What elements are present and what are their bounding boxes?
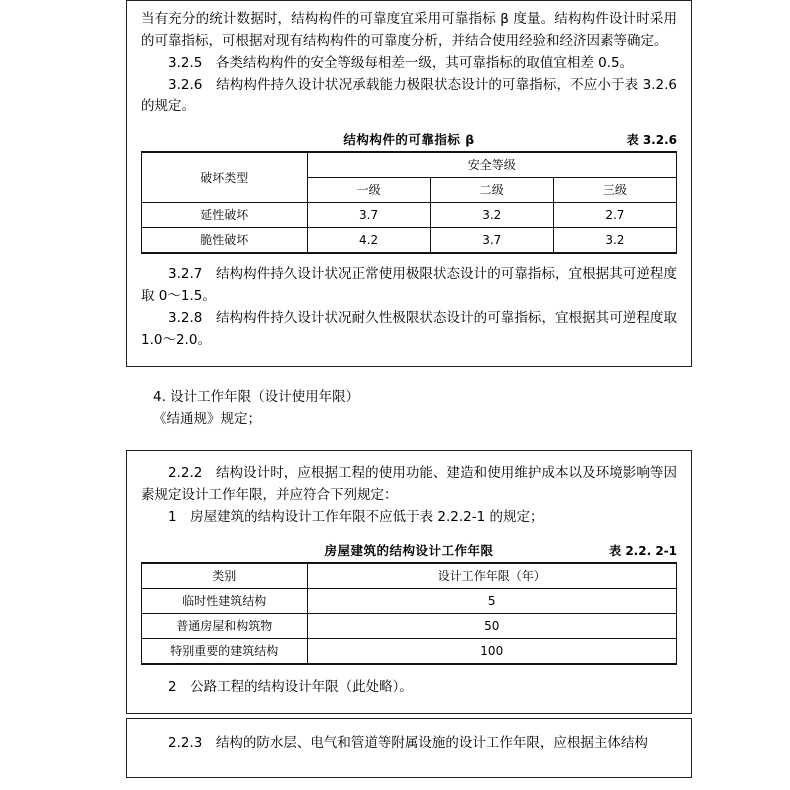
table-3-2-6-header (141, 130, 677, 148)
header-safety-grade: 安全等级 (307, 152, 677, 178)
heading-line-1: 4. 设计工作年限（设计使用年限） (153, 388, 360, 405)
code-excerpt-box-3 (126, 718, 692, 778)
document-page-2 (66, 718, 724, 778)
table-row (142, 614, 677, 639)
table-design-working-life (141, 562, 677, 665)
paragraph-3-2-7: 3.2.7 结构构件持久设计状况正常使用极限状态设计的可靠指标，宜根据其可逆程度取 0～1.5。 (141, 266, 677, 305)
table-row (142, 563, 677, 589)
paragraph-2-2-2-item-1: 1 房屋建筑的结构设计工作年限不应低于表 2.2.2-1 的规定； (168, 509, 544, 526)
cell-value: 3.2 (553, 228, 676, 254)
cell-category: 特别重要的建筑结构 (142, 639, 308, 665)
heading-line-2: 《结通规》规定； (153, 410, 261, 427)
page-bottom-mask (0, 782, 790, 790)
code-excerpt-box-1 (126, 0, 692, 367)
code-excerpt-box-2 (126, 450, 692, 713)
table-row (142, 639, 677, 665)
table-2-2-2-1-wrapper (141, 541, 677, 665)
table-row (142, 203, 677, 228)
header-grade-1: 一级 (307, 178, 430, 203)
paragraph-2-2-2: 2.2.2 结构设计时，应根据工程的使用功能、建造和使用维护成本以及环境影响等因素规定设计工作年限，并应符合下列规定： (141, 465, 677, 504)
section-heading-design-life (126, 387, 692, 431)
cell-value: 3.7 (430, 228, 553, 254)
paragraph-3-2-4-continued: 当有充分的统计数据时，结构构件的可靠度宜采用可靠指标 β 度量。结构构件设计时采用的可靠指标，可根据对现有结构构件的可靠度分析，并结合使用经验和经济因素等确定。 (141, 11, 677, 49)
cell-damage-type: 脆性破坏 (142, 228, 308, 254)
table-row (142, 152, 677, 178)
paragraph-2-2-2-item-2: 2 公路工程的结构设计年限（此处略）。 (168, 679, 413, 696)
paragraph-3-2-6: 3.2.6 结构构件持久设计状况承载能力极限状态设计的可靠指标，不应小于表 3.2.6 的规定。 (141, 76, 677, 115)
table-3-2-6-number: 表 3.2.6 (626, 133, 677, 148)
paragraph-3-2-5: 3.2.5 各类结构构件的安全等级每相差一级，其可靠指标的取值宜相差 0.5。 (168, 54, 634, 71)
cell-value: 3.2 (430, 203, 553, 228)
table-row (142, 228, 677, 254)
cell-value: 50 (307, 614, 677, 639)
table-2-2-2-1-title: 房屋建筑的结构设计工作年限 (324, 543, 494, 559)
header-damage-type: 破坏类型 (142, 152, 308, 203)
cell-value: 5 (307, 589, 677, 614)
cell-value: 3.7 (307, 203, 430, 228)
header-design-life: 设计工作年限（年） (307, 563, 677, 589)
paragraph-2-2-3: 2.2.3 结构的防水层、电气和管道等附属设施的设计工作年限，应根据主体结构 (168, 735, 648, 751)
table-3-2-6-title: 结构构件的可靠指标 β (343, 132, 475, 148)
table-row (142, 589, 677, 614)
cell-category: 普通房屋和构筑物 (142, 614, 308, 639)
cell-value: 100 (307, 639, 677, 665)
document-page-1 (66, 0, 724, 739)
cell-damage-type: 延性破坏 (142, 203, 308, 228)
table-2-2-2-1-number: 表 2.2. 2-1 (609, 544, 677, 559)
table-reliability-index (141, 151, 677, 254)
cell-category: 临时性建筑结构 (142, 589, 308, 614)
paragraph-3-2-8: 3.2.8 结构构件持久设计状况耐久性极限状态设计的可靠指标，宜根据其可逆程度取 1.0～2.0。 (141, 310, 677, 348)
table-3-2-6-wrapper (141, 130, 677, 254)
cell-value: 2.7 (553, 203, 676, 228)
cell-value: 4.2 (307, 228, 430, 254)
header-grade-3: 三级 (553, 178, 676, 203)
header-category: 类别 (142, 563, 308, 589)
header-grade-2: 二级 (430, 178, 553, 203)
table-2-2-2-1-header (141, 541, 677, 559)
